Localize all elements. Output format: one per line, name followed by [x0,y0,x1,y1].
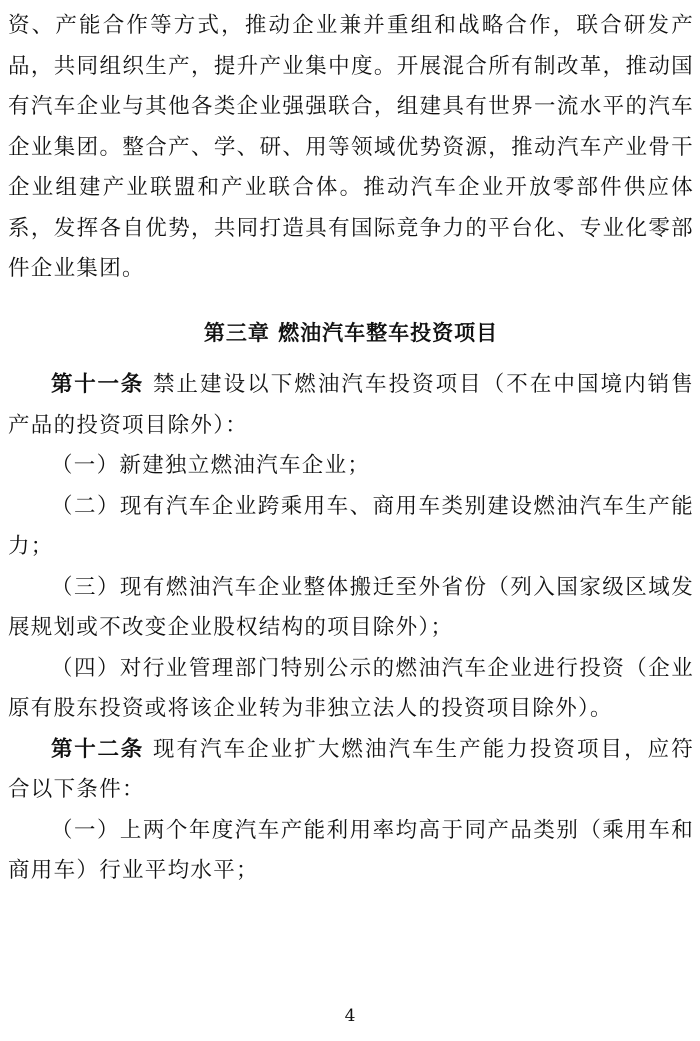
article-11-item-2: （二）现有汽车企业跨乘用车、商用车类别建设燃油汽车生产能力； [8,493,694,559]
page-body [8,6,694,892]
article-12-item-1: （一）上两个年度汽车产能利用率均高于同产品类别（乘用车和商用车）行业平均水平； [8,817,694,883]
article-11-paragraph [8,365,694,446]
article-11-text: 禁止建设以下燃油汽车投资项目（不在中国境内销售产品的投资项目除外）： [8,372,694,438]
article-12-label: 第十二条 [51,736,145,762]
article-11-item-4: （四）对行业管理部门特别公示的燃油汽车企业进行投资（企业原有股东投资或将该企业转为非独立法人的投资项目除外）。 [8,655,694,721]
article-12-text: 现有汽车企业扩大燃油汽车生产能力投资项目，应符合以下条件： [8,736,694,802]
article-11-item-1: （一）新建独立燃油汽车企业； [51,453,371,478]
page-number: 4 [344,1006,356,1026]
article-11-item-3: （三）现有燃油汽车企业整体搬迁至外省份（列入国家级区域发展规划或不改变企业股权结构的项目除外）； [8,574,694,640]
article-12-paragraph [8,730,694,811]
article-11-label: 第十一条 [51,372,145,397]
continuation-paragraph: 资、产能合作等方式，推动企业兼并重组和战略合作，联合研发产品，共同组织生产，提升产业集中度。开展混合所有制改革，推动国有汽车企业与其他各类企业强强联合，组建具有世界一流水平的汽车企业集团。整合产、学、研、用等领域优势资源，推动汽车产业骨干企业组建产业联盟和产业联合体。推动汽车企业开放零部件供应体系，发挥各自优势，共同打造具有国际竞争力的平台化、专业化零部件企业集团。 [8,13,694,281]
chapter-title: 第三章 燃油汽车整车投资项目 [203,320,499,345]
